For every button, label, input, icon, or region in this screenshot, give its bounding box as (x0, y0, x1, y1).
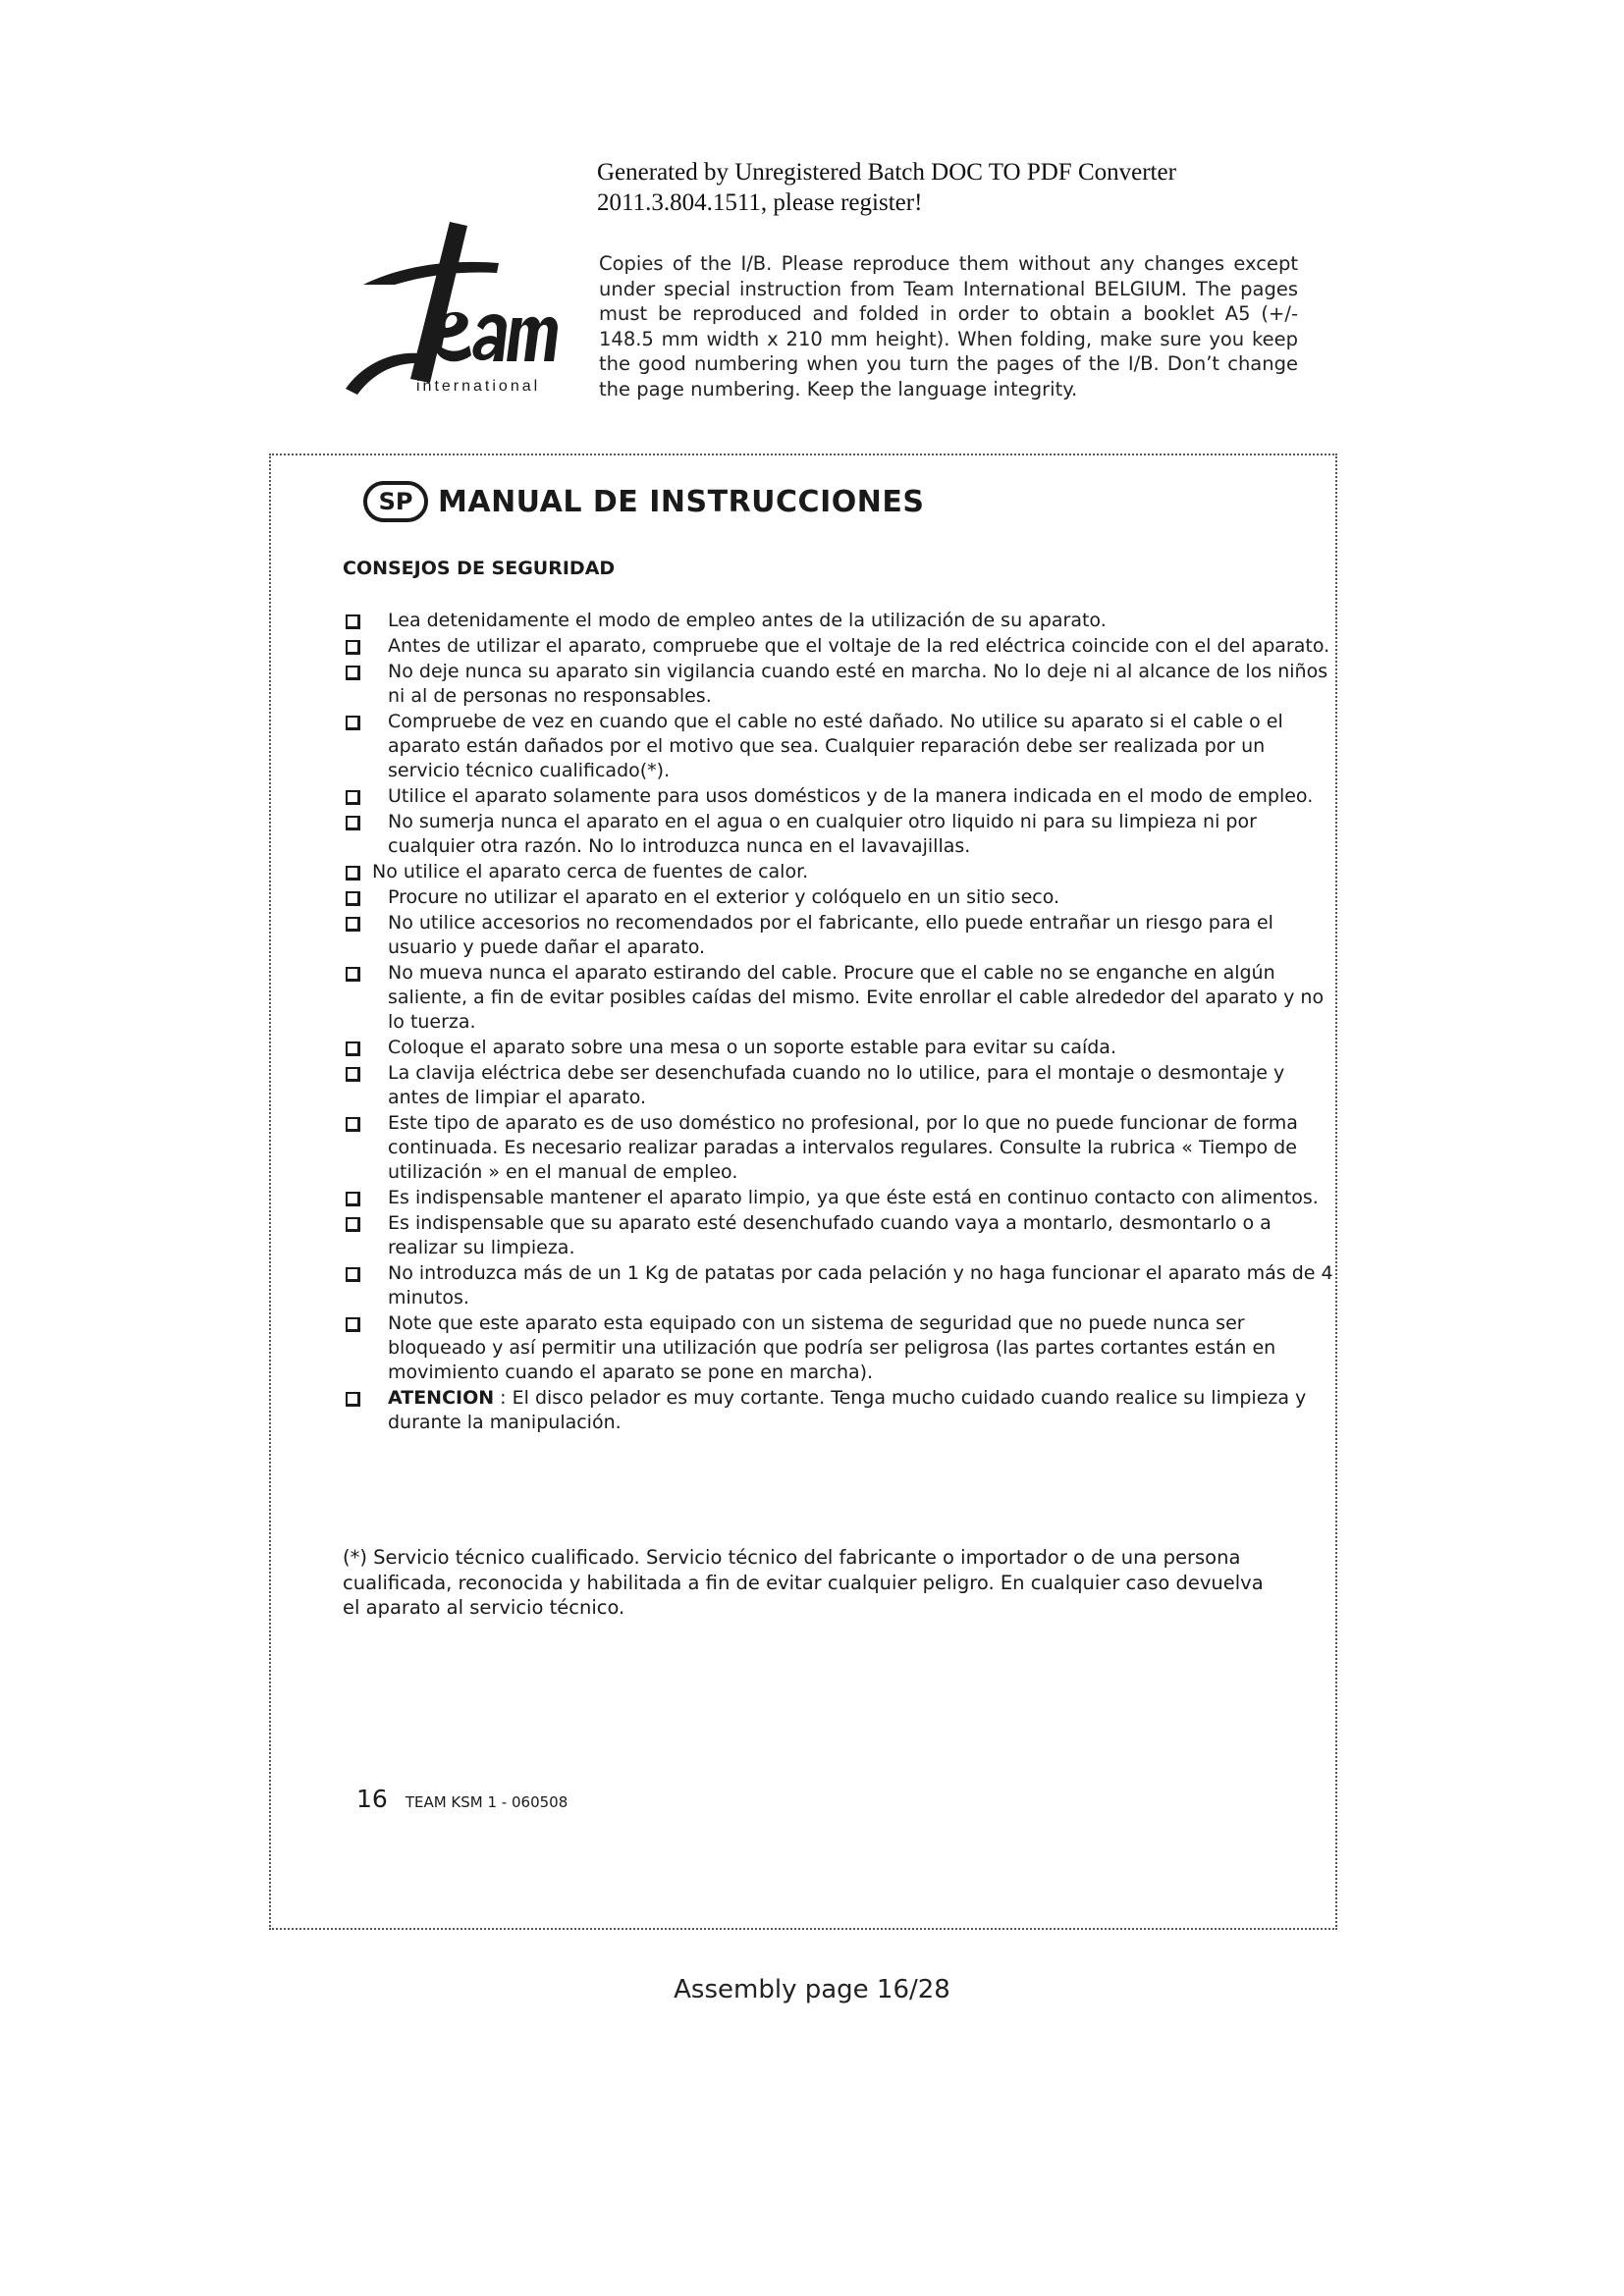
checkbox-bullet-icon (346, 716, 360, 730)
assembly-page-label: Assembly page 16/28 (674, 1975, 950, 2004)
checkbox-bullet-icon (346, 790, 360, 805)
checkbox-bullet-icon (346, 917, 360, 932)
list-item: Lea detenidamente el modo de empleo antes de la utilización de su aparato. (343, 609, 1334, 633)
list-item: Este tipo de aparato es de uso doméstico no profesional, por lo que no puede funcionar de forma continuada. Es necesario realizar paradas a intervalos regulares. Consulte la rubrica « Tiempo de utilización » en el manual de empleo. (343, 1111, 1334, 1185)
list-item: No sumerja nunca el aparato en el agua o en cualquier otro liquido ni para su limpieza ni por cualquier otra razón. No lo introduzca nunca en el lavavajillas. (343, 810, 1334, 859)
team-logo-icon (334, 216, 560, 402)
checkbox-bullet-icon (346, 1192, 360, 1206)
list-item: Es indispensable mantener el aparato limpio, ya que éste está en continuo contacto con alimentos. (343, 1186, 1334, 1210)
watermark-line-2: 2011.3.804.1511, please register! (597, 189, 923, 216)
list-item: No utilice accesorios no recomendados por el fabricante, ello puede entrañar un riesgo para el usuario y puede dañar el aparato. (343, 911, 1334, 960)
checkbox-bullet-icon (346, 866, 360, 881)
list-item: La clavija eléctrica debe ser desenchufada cuando no lo utilice, para el montaje o desmontaje y antes de limpiar el aparato. (343, 1061, 1334, 1110)
list-item: Coloque el aparato sobre una mesa o un soporte estable para evitar su caída. (343, 1036, 1334, 1060)
list-item: No mueva nunca el aparato estirando del cable. Procure que el cable no se enganche en algún saliente, a fin de evitar posibles caídas del mismo. Evite enrollar el cable alrededor del aparato y no lo tuerza. (343, 961, 1334, 1035)
list-item: No utilice el aparato cerca de fuentes de calor. (343, 860, 1334, 884)
list-item: Compruebe de vez en cuando que el cable no esté dañado. No utilice su aparato si el cable o el aparato están dañados por el motivo que sea. Cualquier reparación debe ser realizada por un servicio técnico cualificado(*). (343, 710, 1334, 783)
checkbox-bullet-icon (346, 1317, 360, 1332)
list-item: No deje nunca su aparato sin vigilancia cuando esté en marcha. No lo deje ni al alcance de los niños ni al de personas no responsables. (343, 660, 1334, 709)
manual-heading (363, 479, 924, 524)
list-item: ATENCION : El disco pelador es muy cortante. Tenga mucho cuidado cuando realice su limpieza y durante la manipulación. (343, 1386, 1334, 1435)
checkbox-bullet-icon (346, 1041, 360, 1056)
list-item: No introduzca más de un 1 Kg de patatas por cada pelación y no haga funcionar el aparato más de 4 minutos. (343, 1261, 1334, 1310)
checkbox-bullet-icon (346, 816, 360, 830)
checkbox-bullet-icon (346, 1067, 360, 1082)
checkbox-bullet-icon (346, 666, 360, 680)
list-item: Utilice el aparato solamente para usos domésticos y de la manera indicada en el modo de empleo. (343, 784, 1334, 809)
checkbox-bullet-icon (346, 1217, 360, 1232)
list-item: Es indispensable que su aparato esté desenchufado cuando vaya a montarlo, desmontarlo o a realizar su limpieza. (343, 1211, 1334, 1260)
page-number: 16 (356, 1785, 388, 1813)
converter-watermark (597, 157, 1343, 218)
section-title: CONSEJOS DE SEGURIDAD (343, 558, 616, 579)
list-item: Note que este aparato esta equipado con un sistema de seguridad que no puede nunca ser bloqueado y así permitir una utilización que podría ser peligrosa (las partes cortantes están en movimiento cuando el aparato se pone en marcha). (343, 1311, 1334, 1385)
checkbox-bullet-icon (346, 967, 360, 982)
language-badge: SP (363, 481, 428, 522)
checkbox-bullet-icon (346, 1267, 360, 1282)
checkbox-bullet-icon (346, 640, 360, 655)
reproduction-instructions: Copies of the I/B. Please reproduce them without any changes except under special instruction from Team International BELGIUM. The pages must be reproduced and folded in order to obtain a booklet A5 (+/- 148.5 mm width x 210 mm height). When folding, make sure you keep the good numbering when you turn the pages of the I/B. Don’t change the page numbering. Keep the language integrity. (599, 252, 1298, 400)
team-international-logo (334, 216, 560, 402)
logo-subtext: international (416, 378, 541, 395)
checkbox-bullet-icon (346, 614, 360, 629)
list-item: Procure no utilizar el aparato en el exterior y colóquelo en un sitio seco. (343, 885, 1334, 910)
service-note: (*) Servicio técnico cualificado. Servicio técnico del fabricante o importador o de una persona cualificada, reconocida y habilitada a fin de evitar cualquier peligro. En cualquier caso devuelva el aparato al servicio técnico. (343, 1546, 1264, 1619)
safety-list (343, 609, 1334, 1436)
page-footer (356, 1785, 568, 1813)
checkbox-bullet-icon (346, 891, 360, 906)
warning-label: ATENCION (388, 1387, 495, 1409)
model-code: TEAM KSM 1 - 060508 (405, 1793, 568, 1811)
manual-title: MANUAL DE INSTRUCCIONES (438, 484, 925, 519)
checkbox-bullet-icon (346, 1392, 360, 1407)
checkbox-bullet-icon (346, 1117, 360, 1132)
list-item: Antes de utilizar el aparato, compruebe que el voltaje de la red eléctrica coincide con el del aparato. (343, 634, 1334, 659)
watermark-line-1: Generated by Unregistered Batch DOC TO PDF Converter (597, 159, 1176, 186)
